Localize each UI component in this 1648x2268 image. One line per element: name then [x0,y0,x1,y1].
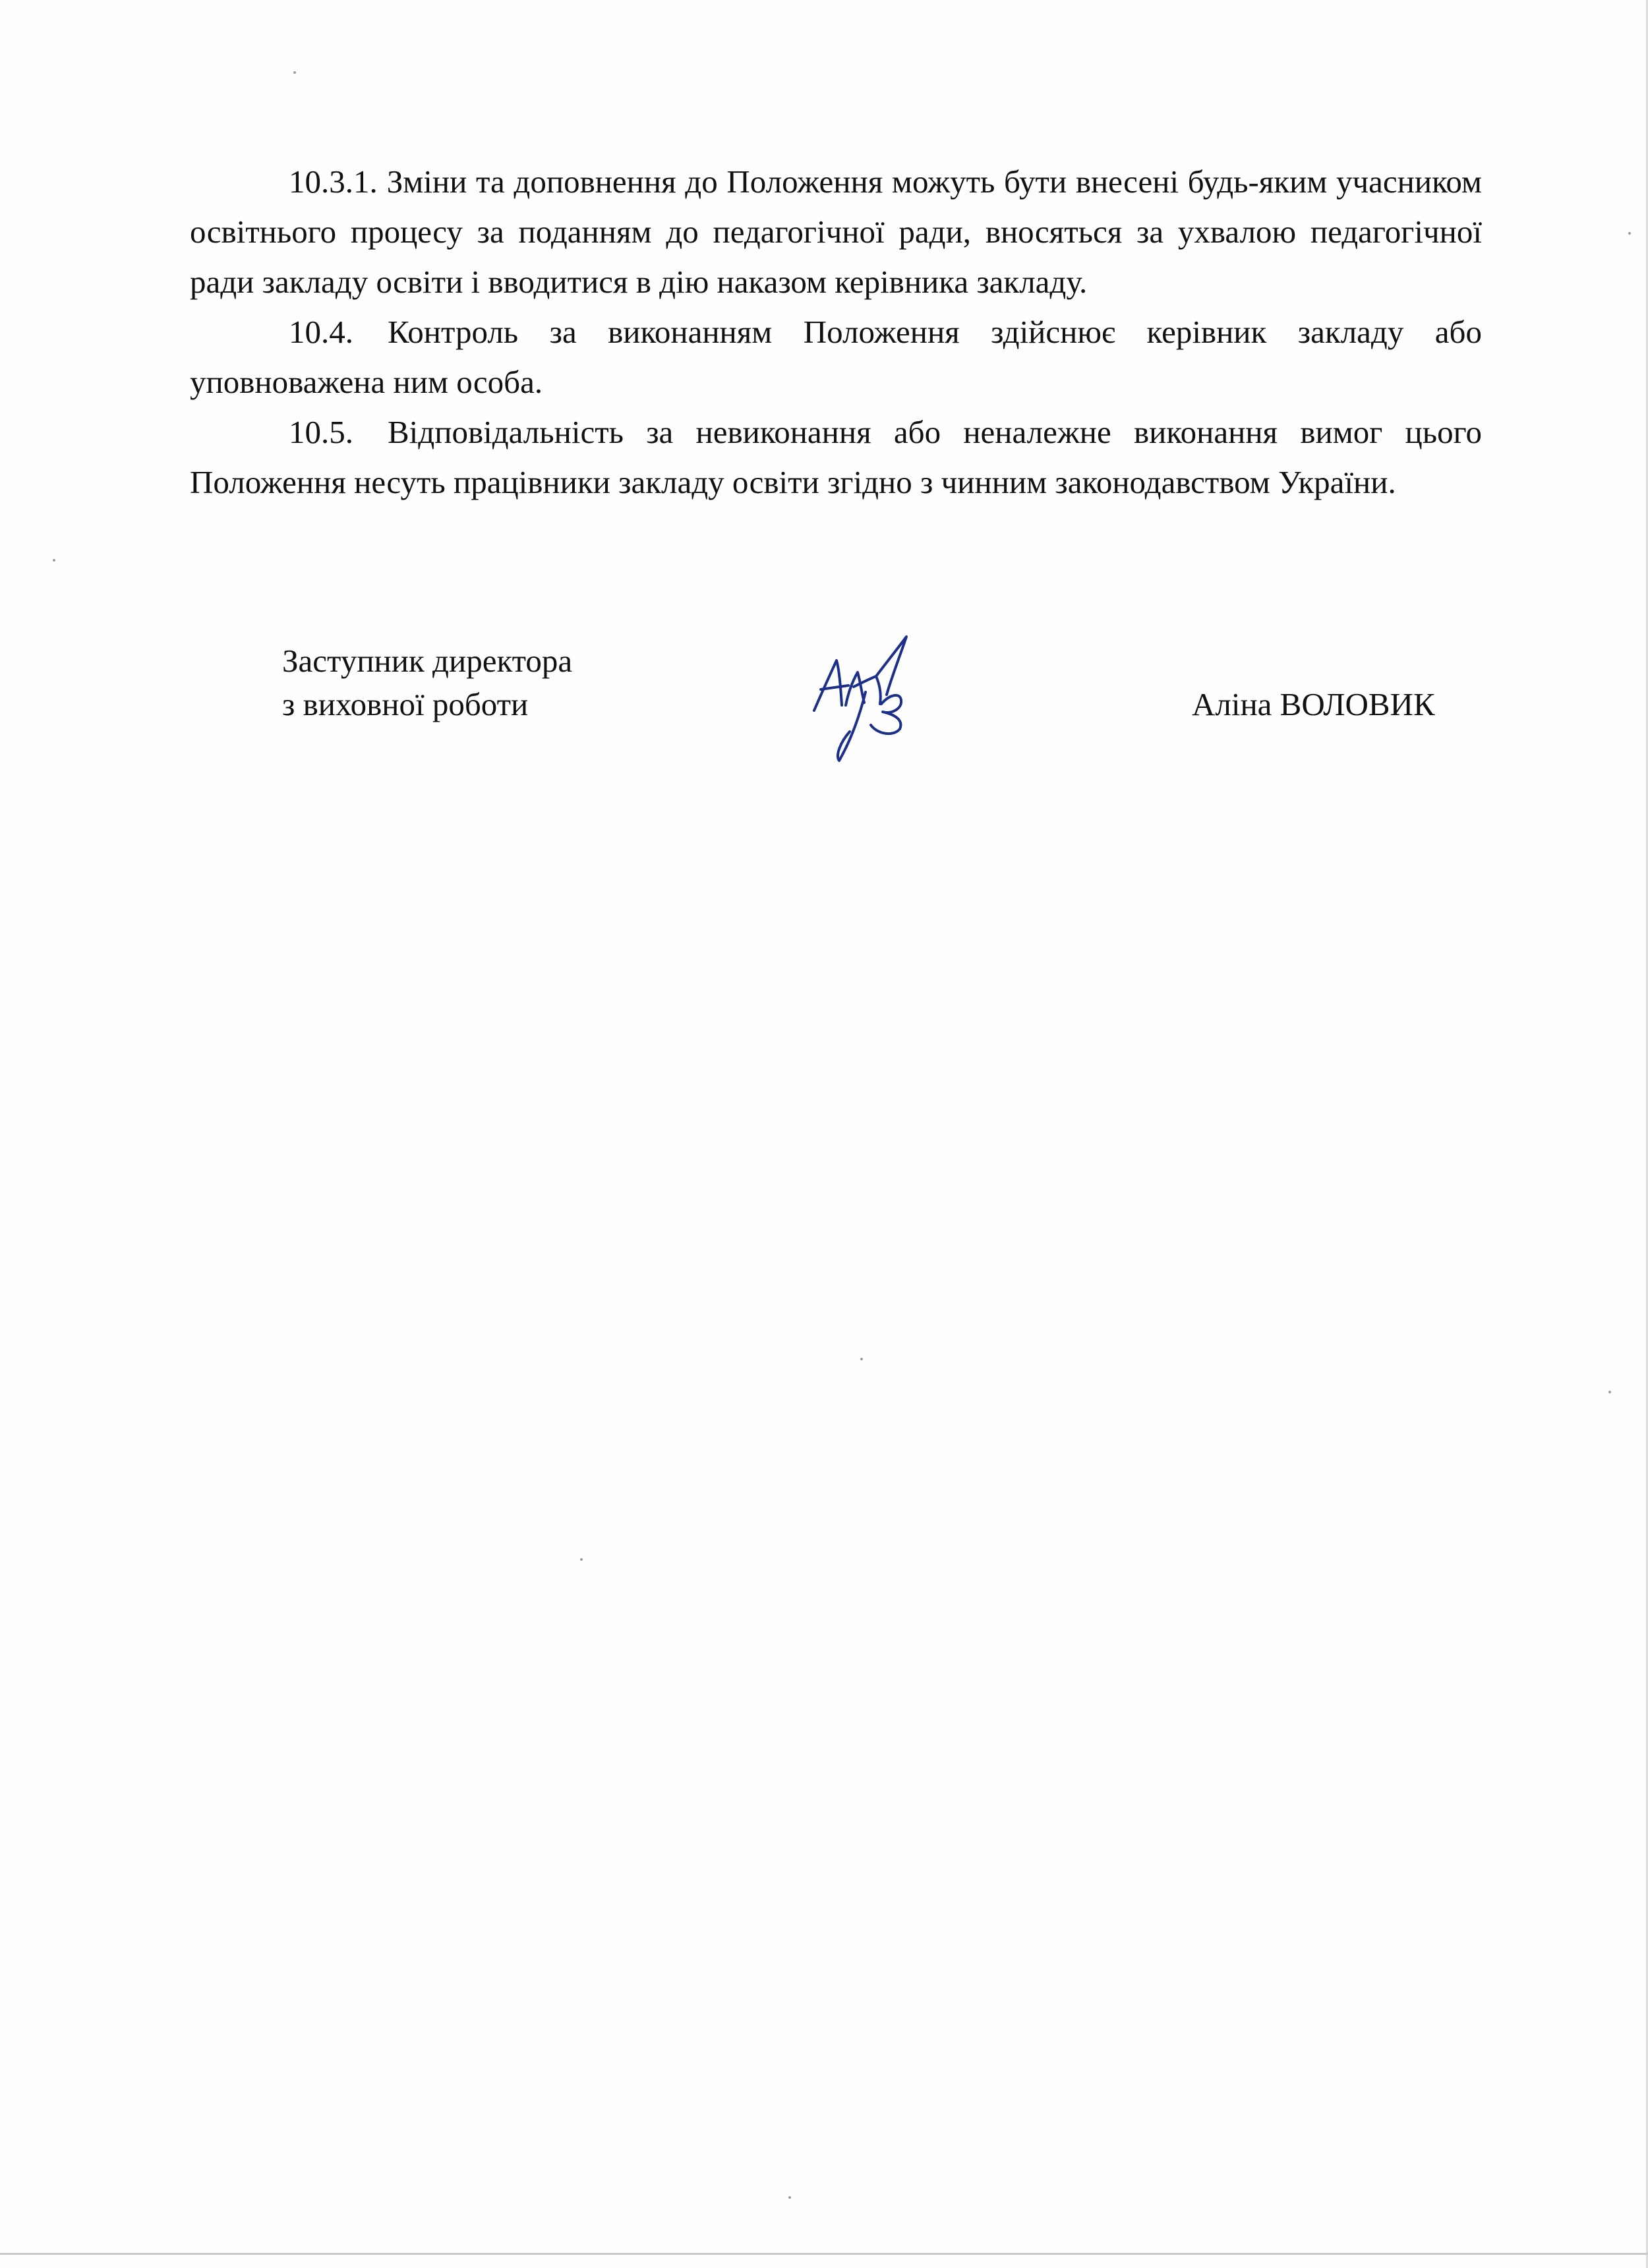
signatory-position-line-2: з виховної роботи [282,686,529,722]
paragraph-number: 10.4. [289,314,353,350]
page-edge [0,2253,1648,2255]
paragraph-text: Зміни та доповнення до Положення можуть бути внесені будь-яким учасником освітнього процесу за поданням до педагогічної ради, вносяться за ухвалою педагогічної ради закладу освіти і вводитися в дію наказом керівника закладу. [190,163,1482,300]
paragraph-number: 10.5. [289,414,353,450]
signatory-position [282,639,572,726]
handwritten-signature [801,626,939,765]
paragraph-number: 10.3.1. [289,163,378,200]
paragraph-10-4 [190,307,1482,407]
signatory-name: Аліна ВОЛОВИК [1192,686,1435,722]
document-body [190,157,1482,508]
scan-speck [788,2196,791,2199]
scan-speck [1608,1391,1611,1393]
scan-speck [580,1558,583,1561]
signatory-position-line-1: Заступник директора [282,643,573,679]
scan-speck [1628,232,1631,235]
paragraph-text: Контроль за виконанням Положення здійснює керівник закладу або уповноважена ним особа. [190,314,1482,400]
scan-speck [293,71,296,74]
scan-speck [53,559,55,562]
scan-speck [860,1358,863,1360]
paragraph-10-5 [190,407,1482,508]
paragraph-text: Відповідальність за невиконання або неналежне виконання вимог цього Положення несуть працівники закладу освіти згідно з чинним законодавством України. [190,414,1482,500]
paragraph-10-3-1 [190,157,1482,307]
